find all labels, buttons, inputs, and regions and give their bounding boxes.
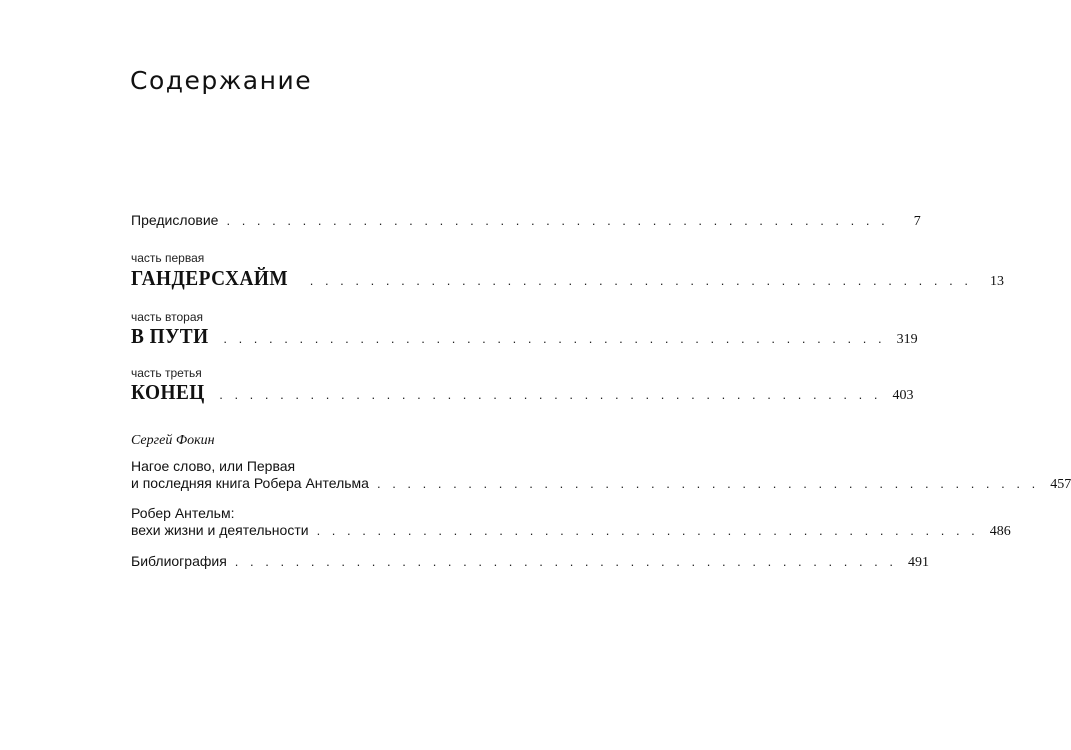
- afterword-title-line1: Нагое слово, или Первая: [131, 458, 296, 474]
- toc-entry-preface[interactable]: [131, 212, 921, 230]
- part-caption: часть первая: [131, 251, 205, 265]
- page-title: Содержание: [130, 66, 313, 95]
- afterword-title-line2: и последняя книга Робера Антельма: [131, 475, 369, 491]
- leader-dots: . . . . . . . . . . . . . . . . . . . . . . . . . . . . . . . . . . . . . . . . . . . .: [226, 213, 889, 228]
- page-number: 403: [892, 388, 914, 403]
- page-number: 457: [1050, 477, 1071, 492]
- toc-entry-part-3[interactable]: [131, 380, 914, 405]
- leader-dots: . . . . . . . . . . . . . . . . . . . . . . . . . . . . . . . . . . . . . . . . . . . .: [309, 273, 972, 288]
- part-caption: часть третья: [131, 366, 202, 380]
- leader-dots: . . . . . . . . . . . . . . . . . . . . . . . . . . . . . . . . . . . . . . . . . . . .: [376, 476, 1040, 491]
- part-title: В ПУТИ: [131, 324, 209, 348]
- chronology-title-line2: вехи жизни и деятельности: [131, 522, 309, 538]
- page-number: 319: [896, 332, 918, 347]
- part-title: КОНЕЦ: [131, 380, 205, 404]
- page-number: 491: [908, 555, 930, 570]
- toc-entry-label: Предисловие: [131, 212, 219, 228]
- page-number: 486: [989, 524, 1011, 539]
- toc-entry-afterword[interactable]: [131, 475, 1071, 493]
- toc-entry-bibliography[interactable]: [131, 553, 930, 571]
- leader-dots: . . . . . . . . . . . . . . . . . . . . . . . . . . . . . . . . . . . . . . . . . . . .: [219, 387, 882, 402]
- toc-entry-part-1[interactable]: [131, 266, 1004, 291]
- leader-dots: . . . . . . . . . . . . . . . . . . . . . . . . . . . . . . . . . . . . . . . . . . . .: [316, 523, 979, 538]
- toc-entry-part-2[interactable]: [131, 324, 918, 349]
- leader-dots: . . . . . . . . . . . . . . . . . . . . . . . . . . . . . . . . . . . . . . . . . . . .: [234, 554, 898, 569]
- page-number: 13: [989, 274, 1004, 289]
- toc-entry-label: Библиография: [131, 553, 227, 569]
- chronology-title-line1: Робер Антельм:: [131, 505, 235, 521]
- part-title: ГАНДЕРСХАЙМ: [131, 266, 289, 290]
- page-number: 7: [913, 214, 921, 229]
- afterword-author: Сергей Фокин: [131, 433, 215, 448]
- part-caption: часть вторая: [131, 310, 203, 324]
- leader-dots: . . . . . . . . . . . . . . . . . . . . . . . . . . . . . . . . . . . . . . . . . . . .: [223, 331, 886, 346]
- toc-entry-chronology[interactable]: [131, 522, 1011, 540]
